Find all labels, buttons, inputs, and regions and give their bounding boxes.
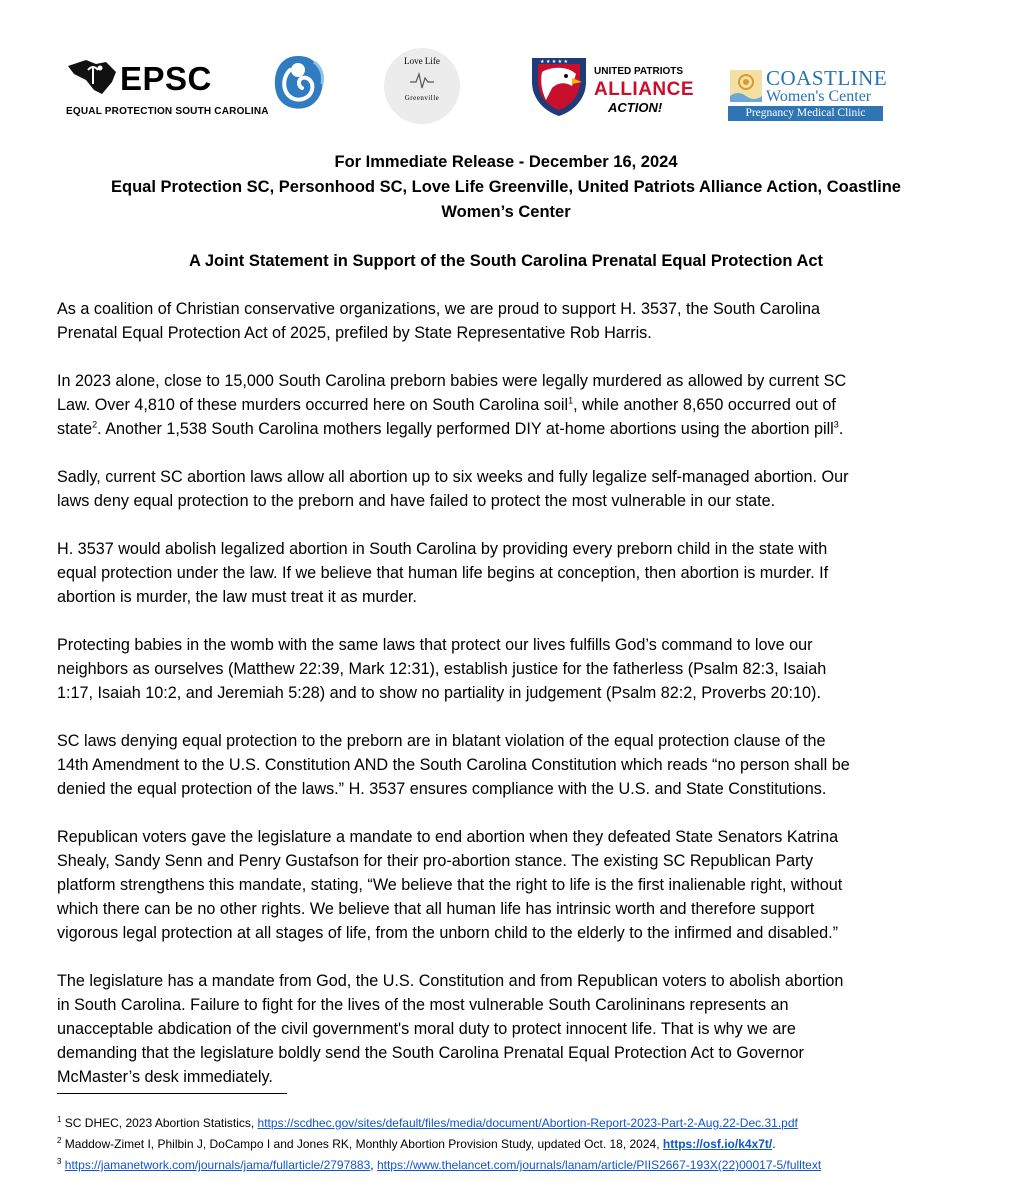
footnote-3 — [57, 1155, 821, 1172]
paragraph-6: SC laws denying equal protection to the preborn are in blatant violation of the equal protection clause of the 14th Amendment to the U.S. Constitution AND the South Carolina Constitution which reads “no person shall be denied the equal protection of the laws.” H. 3537 ensures compliance with the U.S. and State Constitutions. — [57, 732, 850, 798]
coastline-clinic-banner: Pregnancy Medical Clinic — [728, 106, 883, 121]
footnote-2-end: . — [772, 1137, 776, 1151]
release-date-line: For Immediate Release - December 16, 2024 — [334, 153, 678, 171]
press-release-body — [57, 150, 955, 1089]
love-life-greenville-logo — [384, 48, 460, 124]
footnote-1 — [57, 1113, 798, 1130]
paragraph-5: Protecting babies in the womb with the same laws that protect our lives fulfills God’s command to love our neighbors as ourselves (Matthew 22:39, Mark 12:31), establish justice for the fatherless (Psalm 82:3, Isaiah 1:17, Isaiah 10:2, and Jeremiah 5:28) and to show no partiality in judgement (Psalm 82:2, Proverbs 20:10). — [57, 636, 827, 702]
footnote-3-separator: , — [370, 1158, 377, 1172]
footnote-1-number: 1 — [57, 1115, 62, 1124]
paragraph-7: Republican voters gave the legislature a mandate to end abortion when they defeated State Senators Katrina Shealy, Sandy Senn and Penry Gustafson for their pro-abortion stance. The existing SC Republican Party platform strengthens this mandate, stating, “We believe that the right to life is the first inalienable right, without which there can be no other rights. We believe that all human life has intrinsic worth and therefore support vigorous legal protection at all stages of life, from the unborn child to the elderly to the infirmed and disabled.” — [57, 828, 843, 942]
upa-line2: ALLIANCE — [594, 79, 695, 100]
sun-flower-icon — [728, 66, 764, 104]
coastline-subtitle: Women's Center — [766, 88, 872, 105]
paragraph-4: H. 3537 would abolish legalized abortion in South Carolina by providing every preborn child in the state with equal protection under the law. If we believe that human life begins at conception, then abortion is murder. If abortion is murder, the law must treat it as murder. — [57, 540, 829, 606]
footnote-1-link[interactable]: https://scdhec.gov/sites/default/files/media/document/Abortion-Report-2023-Part-2-Aug.22-Dec.31.pdf — [257, 1116, 798, 1130]
organizations-line: Equal Protection SC, Personhood SC, Love Life Greenville, United Patriots Alliance Action, Coastline — [110, 178, 901, 196]
logo-row — [0, 48, 1009, 128]
footnote-2-text: Maddow-Zimet I, Philbin J, DoCampo I and Jones RK, Monthly Abortion Provision Study, updated Oct. 18, 2024, — [61, 1137, 663, 1151]
footnote-3-number: 3 — [57, 1157, 62, 1166]
personhood-logo — [268, 52, 328, 114]
footnote-ref-1[interactable]: 1 — [568, 395, 574, 406]
footnote-ref-3[interactable]: 3 — [833, 419, 839, 430]
footnote-2 — [57, 1134, 776, 1151]
organizations-line-continued: Women’s Center — [441, 203, 571, 221]
upa-line1: UNITED PATRIOTS — [594, 66, 684, 77]
epsc-wordmark: EPSC — [120, 60, 212, 97]
epsc-subtitle: EQUAL PROTECTION SOUTH CAROLINA — [66, 106, 269, 117]
south-carolina-palmetto-icon — [66, 58, 120, 96]
paragraph-1: As a coalition of Christian conservative organizations, we are proud to support H. 3537, the South Carolina Prenatal Equal Protection Act of 2025, prefiled by State Representative Rob Harris. — [57, 300, 821, 342]
greenville-text: Greenville — [404, 94, 440, 102]
paragraph-8: The legislature has a mandate from God, the U.S. Constitution and from Republican voters to abolish abortion in South Carolina. Failure to fight for the lives of the most vulnerable South Carolininans represents an unacceptable abdication of the civil government's moral duty to protect innocent life. That is why we are demanding that the legislature boldly send the South Carolina Prenatal Equal Protection Act to Governor McMaster’s desk immediately. — [57, 972, 844, 1086]
coastline-womens-center-logo — [728, 66, 886, 122]
upa-line3: ACTION! — [608, 100, 663, 115]
paragraph-2-part-b: , while another 8,650 occurred out of state — [57, 396, 836, 438]
eagle-shield-icon — [528, 52, 590, 118]
paragraph-2 — [57, 369, 955, 441]
footnote-ref-2[interactable]: 2 — [92, 419, 98, 430]
love-life-text: Love Life — [404, 56, 440, 66]
paragraph-3: Sadly, current SC abortion laws allow all abortion up to six weeks and fully legalize self-managed abortion. Our laws deny equal protection to the preborn and have failed to protect the most vulnerable in our state. — [57, 468, 849, 510]
united-patriots-alliance-logo — [528, 52, 695, 122]
fetus-icon — [268, 52, 328, 114]
release-header — [57, 150, 955, 225]
coastline-title: COASTLINE — [766, 66, 888, 90]
paragraph-2-part-a: In 2023 alone, close to 15,000 South Carolina preborn babies were legally murdered as allowed by current SC Law. Over 4,810 of these murders occurred here on South Carolina soil — [57, 372, 847, 414]
footnote-2-number: 2 — [57, 1136, 62, 1145]
footnote-3-link-2[interactable]: https://www.thelancet.com/journals/lanam/article/PIIS2667-193X(22)00017-5/fulltext — [376, 1158, 822, 1172]
paragraph-2-part-c: . Another 1,538 South Carolina mothers legally performed DIY at-home abortions using the abortion pill — [97, 420, 834, 438]
footnote-2-link[interactable]: https://osf.io/k4x7t/ — [662, 1137, 773, 1151]
footnote-3-link-1[interactable]: https://jamanetwork.com/journals/jama/fullarticle/2797883 — [64, 1158, 371, 1172]
statement-title: A Joint Statement in Support of the South Carolina Prenatal Equal Protection Act — [188, 252, 824, 270]
footnote-divider — [57, 1093, 287, 1094]
heart-line-icon — [408, 70, 436, 92]
footnote-1-text: SC DHEC, 2023 Abortion Statistics, — [61, 1116, 258, 1130]
paragraph-2-part-d: . — [838, 420, 844, 438]
epsc-logo — [66, 58, 269, 122]
svg-text:★ ★ ★ ★ ★: ★ ★ ★ ★ ★ — [540, 59, 568, 65]
